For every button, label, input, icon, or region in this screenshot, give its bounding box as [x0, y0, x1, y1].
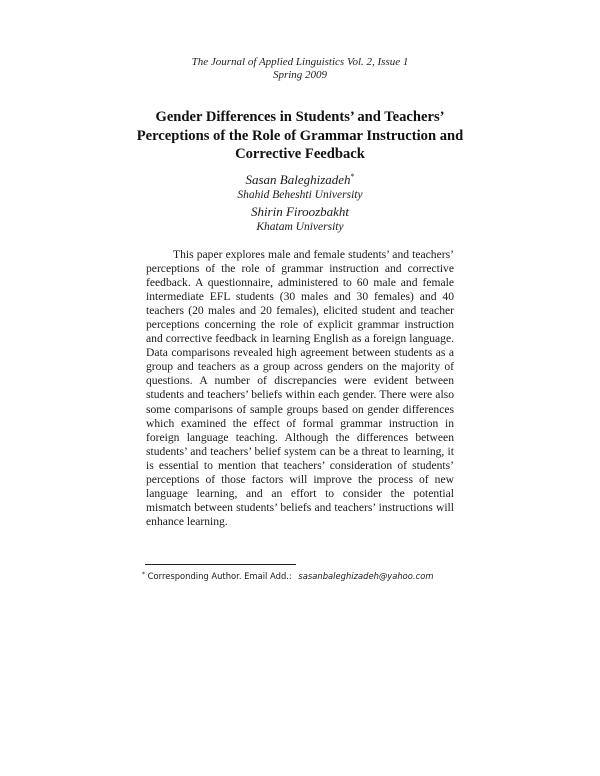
author-affiliation: Khatam University: [256, 221, 344, 233]
author-block: [120, 171, 480, 235]
journal-issue-date: Spring 2009: [272, 69, 328, 81]
footnote-divider: [145, 564, 296, 565]
author-email: sasanbaleghizadeh@yahoo.com: [298, 571, 434, 581]
footnote-marker: *: [350, 172, 355, 181]
author-affiliation: Shahid Beheshti University: [237, 189, 363, 201]
author-name: Shirin Firoozbakht: [250, 204, 350, 219]
author-name: Sasan Baleghizadeh*: [245, 172, 355, 187]
journal-name: The Journal of Applied Linguistics Vol. 2, Issue 1: [191, 56, 409, 68]
paper-title-line: Gender Differences in Students’ and Teachers’: [155, 109, 445, 125]
paper-title-line: Corrective Feedback: [235, 146, 365, 162]
paper-title: [120, 108, 480, 164]
paper-title-line: Perceptions of the Role of Grammar Instruction and: [136, 127, 464, 144]
footnote: [142, 571, 462, 582]
footnote-marker: *: [142, 571, 145, 578]
journal-header: [0, 56, 600, 82]
abstract-paragraph: This paper explores male and female students’ and teachers’ perceptions of the role of grammar instruction and corrective feedback. A questionnaire, administered to 60 male and female intermediate EFL students (30 males and 30 females) and 40 teachers (20 males and 20 females), elicited student and teacher perceptions concerning the role of explicit grammar instruction and corrective feedback in learning English as a foreign language. Data comparisons revealed high agreement between students as a group and teachers as a group across genders on the majority of questions. A number of discrepancies were evident between students and teachers’ beliefs within each gender. There were also some comparisons of sample groups based on gender differences which examined the effect of formal grammar instruction in foreign language teaching. Although the differences between students’ and teachers’ belief system can be a threat to learning, it is essential to mention that teachers’ consideration of students’ perceptions of those factors will improve the process of new language learning, and an effort to consider the potential mismatch between students’ beliefs and teachers’ instructions will enhance learning.: [146, 248, 454, 528]
footnote-text: Corresponding Author. Email Add.:: [147, 571, 292, 581]
